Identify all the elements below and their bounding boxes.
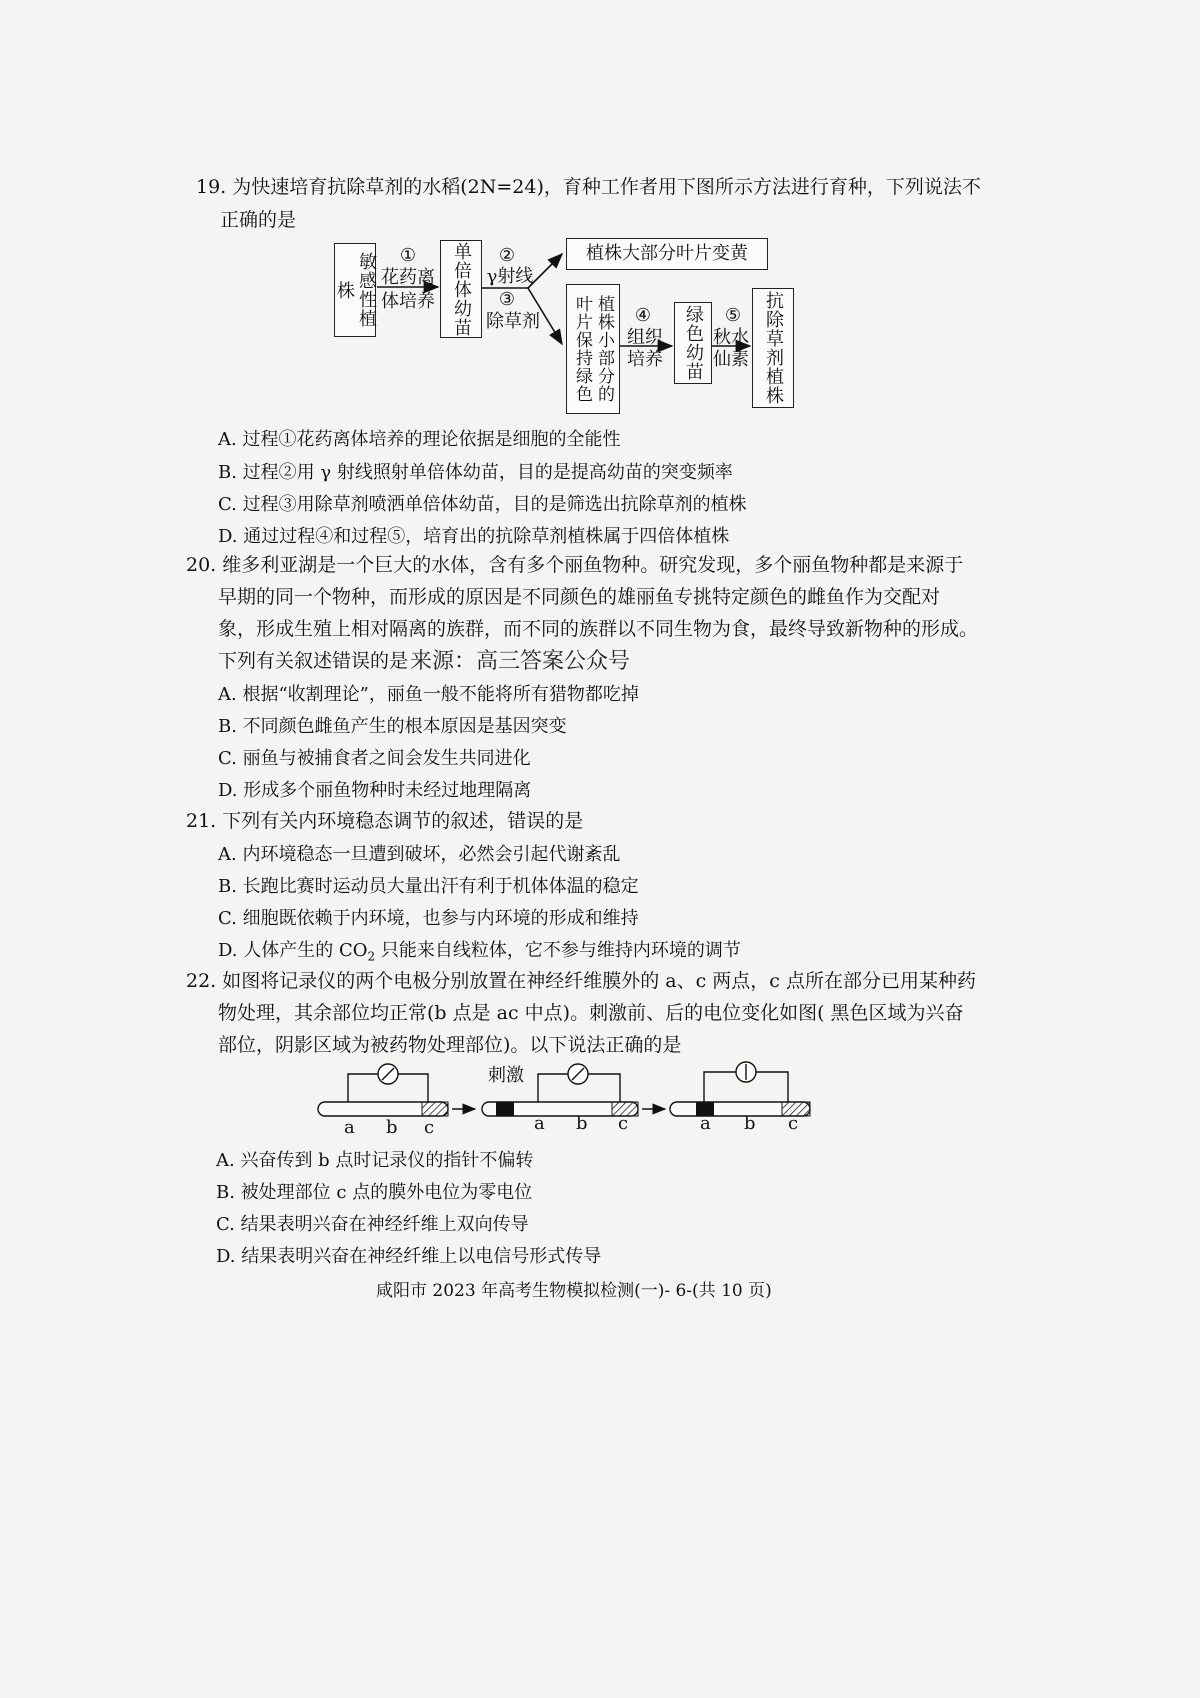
box-leaves-stay-green: 植株小部分的叶片保持绿色	[566, 284, 620, 414]
stimulus-label: 刺激	[488, 1065, 524, 1086]
box-haploid-seedling: 单倍体幼苗	[440, 240, 482, 338]
fiber-before	[318, 1064, 448, 1116]
q20-option-b: B. 不同颜色雌鱼产生的根本原因是基因突变	[218, 716, 567, 737]
q20-option-a: A. 根据“收割理论”，丽鱼一般不能将所有猎物都吃掉	[218, 684, 639, 705]
q20-stem-line2: 早期的同一个物种，而形成的原因是不同颜色的雄丽鱼专挑特定颜色的雌鱼作为交配对	[218, 586, 941, 608]
q22-stem-line1: 22. 如图将记录仪的两个电极分别放置在神经纤维膜外的 a、c 两点，c 点所在部分已用某种药	[186, 970, 976, 992]
step2-number: ②	[498, 245, 516, 266]
q19-option-d: D. 通过过程④和过程⑤，培育出的抗除草剂植株属于四倍体植株	[218, 526, 730, 547]
point-b-2: b	[576, 1113, 588, 1134]
q22-nerve-diagram	[300, 1060, 840, 1140]
point-a-2: a	[534, 1113, 545, 1134]
point-a-1: a	[344, 1117, 355, 1138]
q19-stem-line1: 19. 为快速培育抗除草剂的水稻(2N=24)，育种工作者用下图所示方法进行育种，下列说法不	[196, 176, 981, 198]
point-b-1: b	[386, 1117, 398, 1138]
step1-number: ①	[399, 245, 417, 266]
box-green-seedling: 绿色幼苗	[674, 302, 712, 384]
step5-number: ⑤	[724, 305, 742, 326]
box-leaves-yellow: 植株大部分叶片变黄	[566, 238, 768, 270]
q20-stem-line3: 象，形成生殖上相对隔离的族群，而不同的族群以不同生物为食，最终导致新物种的形成。	[218, 618, 979, 640]
q20-option-d: D. 形成多个丽鱼物种时未经过地理隔离	[218, 780, 532, 801]
q22-option-a: A. 兴奋传到 b 点时记录仪的指针不偏转	[216, 1150, 534, 1171]
q19-diagram-arrows	[0, 0, 1200, 450]
q20-stem-line4: 下列有关叙述错误的是	[218, 650, 409, 672]
point-c-3: c	[788, 1113, 799, 1134]
q20-option-c: C. 丽鱼与被捕食者之间会发生共同进化	[218, 748, 531, 769]
q21-option-d: D. 人体产生的 $CO_2$ 只能来自线粒体，它不参与维持内环境的调节	[218, 940, 741, 964]
step3-label: 除草剂	[486, 311, 540, 332]
q19-option-b: B. 过程②用 γ 射线照射单倍体幼苗，目的是提高幼苗的突变频率	[218, 462, 733, 483]
step5-label-b: 仙素	[713, 349, 749, 370]
q22-option-c: C. 结果表明兴奋在神经纤维上双向传导	[216, 1214, 529, 1235]
q19-stem-line2: 正确的是	[220, 209, 297, 231]
step5-label-a: 秋水	[713, 327, 749, 348]
arrow-to-green	[528, 288, 562, 344]
step3-number: ③	[498, 289, 516, 310]
q21-stem: 21. 下列有关内环境稳态调节的叙述，错误的是	[186, 810, 584, 832]
q20-stem-line1: 20. 维多利亚湖是一个巨大的水体，含有多个丽鱼物种。研究发现，多个丽鱼物种都是来源于	[186, 554, 964, 576]
step4-label-b: 培养	[627, 349, 663, 370]
q19-option-a: A. 过程①花药离体培养的理论依据是细胞的全能性	[218, 429, 621, 450]
step1-label-b: 体培养	[381, 291, 435, 312]
point-c-1: c	[424, 1117, 435, 1138]
q19-option-c: C. 过程③用除草剂喷洒单倍体幼苗，目的是筛选出抗除草剂的植株	[218, 494, 747, 515]
fiber-after	[670, 1062, 810, 1116]
source-watermark: 来源：高三答案公众号	[410, 649, 631, 674]
step4-number: ④	[634, 305, 652, 326]
q22-stem-line3: 部位，阴影区域为被药物处理部位)。以下说法正确的是	[218, 1034, 682, 1056]
arrow-to-yellow	[528, 254, 562, 288]
point-a-3: a	[700, 1113, 711, 1134]
q22-option-b: B. 被处理部位 c 点的膜外电位为零电位	[216, 1182, 533, 1203]
step2-label: γ射线	[486, 266, 534, 287]
box-sensitive-plant: 敏感性植株	[334, 243, 376, 337]
fiber-stimulated	[482, 1064, 638, 1116]
point-b-3: b	[744, 1113, 756, 1134]
box-resistant-plant: 抗除草剂植株	[752, 288, 794, 408]
q22-option-d: D. 结果表明兴奋在神经纤维上以电信号形式传导	[216, 1246, 602, 1267]
q21-option-c: C. 细胞既依赖于内环境，也参与内环境的形成和维持	[218, 908, 639, 929]
step1-label-a: 花药离	[381, 267, 435, 288]
point-c-2: c	[618, 1113, 629, 1134]
page-footer: 咸阳市 2023 年高考生物模拟检测(一)- 6-(共 10 页)	[376, 1281, 772, 1301]
q21-option-a: A. 内环境稳态一旦遭到破坏，必然会引起代谢紊乱	[218, 844, 621, 865]
step4-label-a: 组织	[627, 327, 663, 348]
q22-stem-line2: 物处理，其余部位均正常(b 点是 ac 中点)。刺激前、后的电位变化如图( 黑色区域为兴奋	[218, 1002, 964, 1024]
q21-option-b: B. 长跑比赛时运动员大量出汗有利于机体体温的稳定	[218, 876, 639, 897]
